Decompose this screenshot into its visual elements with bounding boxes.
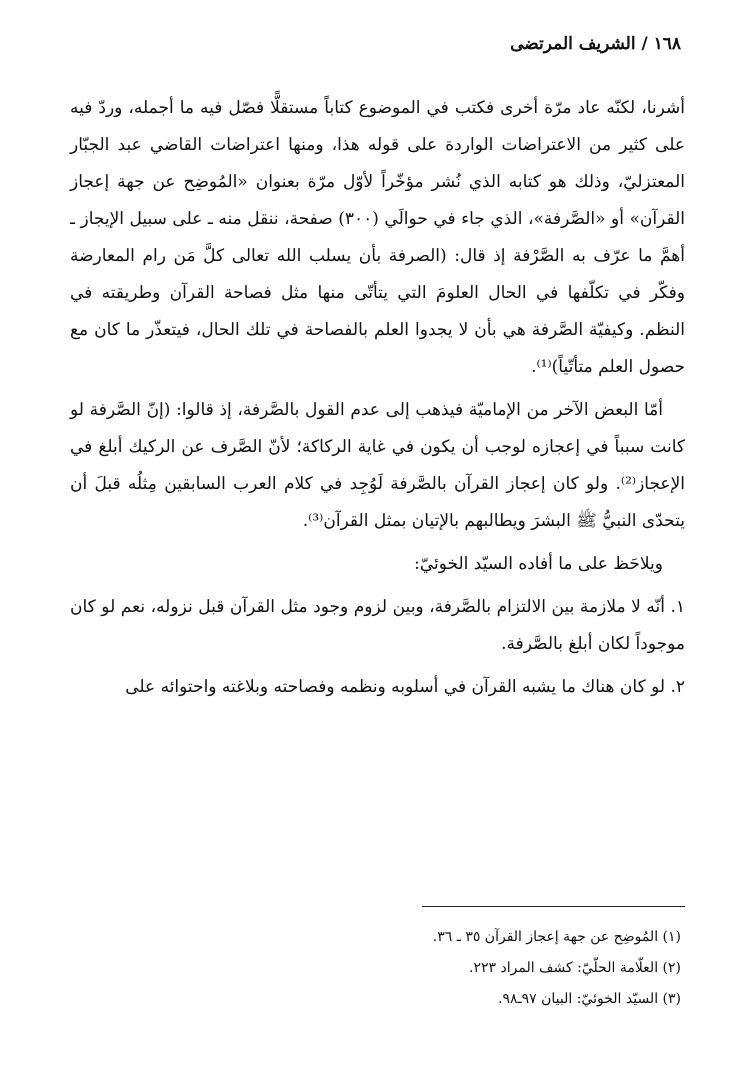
running-header: ١٦٨ / الشريف المرتضى <box>510 34 681 54</box>
footnotes <box>66 922 681 1015</box>
paragraph-2: أمّا البعض الآخر من الإماميّة فيذهب إلى عدم القول بالصَّرفة، إذ قالوا: (إنّ الصَّرفة لو كانت سبباً في إعجازه لوجب أن يكون في غاية الركاكة؛ لأنّ الصَّرف عن الركيك أبلغ في الإعجاز⁽²⁾. ولو كان إعجاز القرآن بالصَّرفة لَوُجِد في كلام العرب السابقين مِثلُه قبلَ أن يتحدّى النبيُّ ﷺ البشرَ ويطالبهم بالإتيان بمثل القرآن⁽³⁾. <box>70 400 685 531</box>
footnote-3: (٣) السيّد الخوئيّ: البيان ٩٧ـ٩٨. <box>498 991 681 1007</box>
paragraph-3: ويلاحَظ على ما أفاده السيّد الخوئيّ: <box>414 554 663 574</box>
list-item-1: ١. أنّه لا ملازمة بين الالتزام بالصَّرفة، وبين لزوم وجود مثل القرآن قبل نزوله، نعم لو كان موجوداً لكان أبلغ بالصَّرفة. <box>70 597 685 654</box>
list-item-2: ٢. لو كان هناك ما يشبه القرآن في أسلوبه ونظمه وفصاحته وبلاغته واحتوائه على <box>125 677 685 697</box>
footnote-divider <box>422 906 685 907</box>
main-text <box>70 90 685 712</box>
footnote-1: (١) المُوضِح عن جهة إعجاز القرآن ٣٥ ـ ٣٦. <box>432 929 681 945</box>
paragraph-1: أشرنا، لكنّه عاد مرّة أخرى فكتب في الموضوع كتاباً مستقلًّا فصّل فيه ما أجمله، وردّ فيه على كثير من الاعتراضات الواردة على قوله هذا، ومنها اعتراضات القاضي عبد الجبّار المعتزليّ، وذلك هو كتابه الذي نُشر مؤخّراً لأوّل مرّة بعنوان «المُوضِح عن جهة إعجاز القرآن» أو «الصَّرفة»، الذي جاء في حوالَي (٣٠٠) صفحة، ننقل منه ـ على سبيل الإيجاز ـ أهمَّ ما عرّف به الصَّرْفة إذ قال: (الصرفة بأن يسلب الله تعالى كلَّ مَن رام المعارضة وفكّر في تكلّفها في الحال العلومَ التي يتأتّى منها مثل فصاحة القرآن وطريقته في النظم. وكيفيّة الصَّرفة هي بأن لا يجدوا العلم بالفصاحة في تلك الحال، فيتعذّر ما كان مع حصول العلم متأتّياً)⁽¹⁾. <box>70 98 686 377</box>
footnote-2: (٢) العلّامة الحلّيّ: كشف المراد ٢٢٣. <box>469 960 681 976</box>
